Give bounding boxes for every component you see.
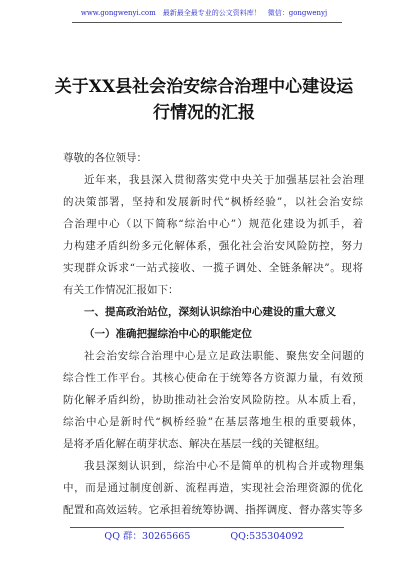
paragraph-line: 的决策部署，坚持和发展新时代“枫桥经验”，以社会治安综	[63, 196, 363, 208]
paragraph-line: 综治中心是新时代“枫桥经验”在基层落地生根的重要载体，	[63, 416, 363, 428]
footer-qq-group: QQ 群：30265665	[104, 531, 191, 542]
paragraph-line: 社会治安综合治理中心是立足政法职能、聚焦安全问题的	[84, 350, 364, 362]
paragraph-line: 中，而是通过制度创新、流程再造，实现社会治理资源的优化	[63, 482, 363, 494]
footer-banner	[0, 531, 408, 543]
paragraph-line: 实现群众诉求“一站式接收、一揽子调处、全链条解决”。现将	[63, 262, 363, 274]
section-heading: 一、提高政治站位，深刻认识综治中心建设的重大意义	[84, 306, 336, 318]
paragraph-line: 防化解矛盾纠纷，协助推动社会治安风险防控。从本质上看，	[63, 394, 363, 406]
paragraph-line: 综合性工作平台。其核心使命在于统筹各方资源力量，有效预	[63, 372, 363, 384]
paragraph-line: 是将矛盾化解在萌芽状态、解决在基层一线的关键枢纽。	[63, 438, 326, 450]
footer-divider	[70, 527, 344, 528]
title-line-2: 行情况的汇报	[153, 103, 255, 123]
paragraph-line: 合治理中心（以下简称“综治中心”）规范化建设为抓手，着	[63, 218, 363, 230]
paragraph-line: 力构建矛盾纠纷多元化解体系，强化社会治安风险防控，努力	[63, 240, 363, 252]
paragraph-line: 配置和高效运转。它承担着统筹协调、指挥调度、督办落实等多	[63, 504, 363, 516]
subsection-heading: （一）准确把握综治中心的职能定位	[84, 328, 252, 340]
footer-qq: QQ:535304092	[230, 531, 304, 542]
paragraph-line: 近年来，我县深入贯彻落实党中央关于加强基层社会治理	[84, 174, 364, 186]
paragraph-line: 我县深刻认识到，综治中心不是简单的机构合并或物理集	[84, 460, 364, 472]
title-line-1: 关于XX县社会治安综合治理中心建设运	[54, 77, 354, 97]
salutation: 尊敬的各位领导：	[63, 152, 147, 164]
paragraph-line: 有关工作情况汇报如下：	[63, 284, 179, 296]
header-banner: www.gongwenyi.com 最新最全最专业的公文资料库！ 微信：gongwenyj	[80, 9, 328, 17]
